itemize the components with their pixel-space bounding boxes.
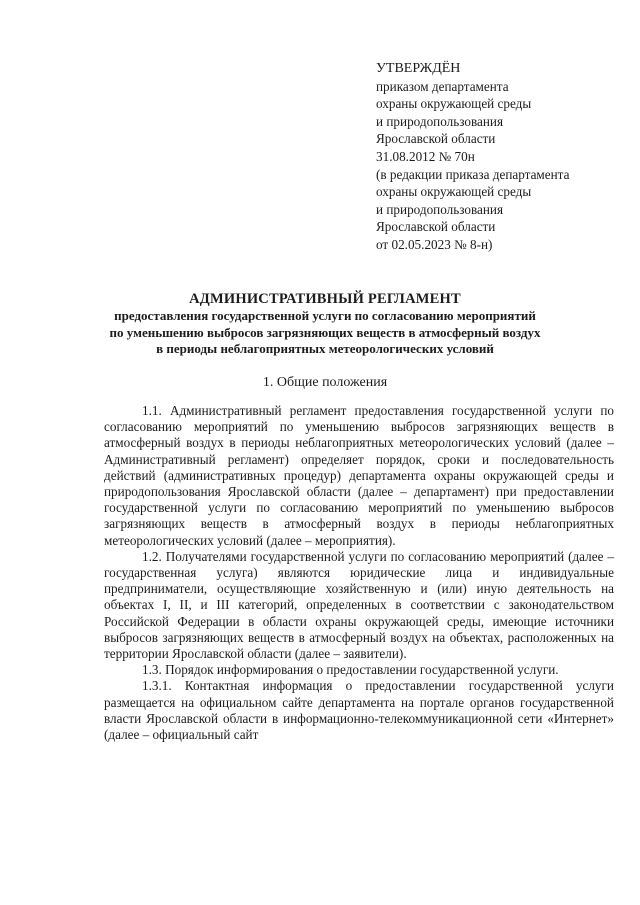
approval-stamp (376, 60, 626, 254)
approval-line: приказом департамента (376, 78, 509, 94)
approval-line: 31.08.2012 № 70н (376, 148, 475, 164)
approval-line: (в редакции приказа департамента (376, 166, 570, 182)
approval-line: Ярославской области (376, 219, 496, 235)
approval-line: охраны окружающей среды (376, 184, 532, 200)
paragraph: 1.3.1. Контактная информация о предоставлении государственной услуги размещается на официальном сайте департамента на портале органов государственной власти Ярославской области в информационно-телекоммуникационной сети «Интернет» (далее – официальный сайт (104, 678, 614, 743)
approval-line: и природопользования (376, 113, 504, 129)
document-body (104, 403, 614, 743)
paragraph: 1.3. Порядок информирования о предоставлении государственной услуги. (142, 662, 559, 678)
title-main: АДМИНИСТРАТИВНЫЙ РЕГЛАМЕНТ (189, 291, 461, 307)
approval-line: от 02.05.2023 № 8-н) (376, 236, 493, 252)
document-title (90, 290, 560, 358)
paragraph: 1.1. Административный регламент предоставления государственной услуги по согласованию мероприятий по уменьшению выбросов загрязняющих веществ в атмосферный воздух в периоды неблагоприятных метеорологических условий (далее – Административный регламент) определяет порядок, сроки и последовательность действий (административных процедур) департамента охраны окружающей среды и природопользования Ярославской области (далее – департамент) при предоставлении государственной услуги по согласованию мероприятий по уменьшению выбросов загрязняющих веществ в атмосферный воздух в периоды неблагоприятных метеорологических условий (далее – мероприятия). (104, 403, 614, 548)
title-sub-line: предоставления государственной услуги по согласованию мероприятий (114, 308, 536, 323)
approval-line: Ярославской области (376, 131, 496, 147)
approval-heading: УТВЕРЖДЁН (376, 61, 461, 76)
section-heading: 1. Общие положения (262, 375, 388, 390)
title-sub-line: в периоды неблагоприятных метеорологических условий (156, 341, 494, 356)
approval-line: охраны окружающей среды (376, 96, 532, 112)
approval-line: и природопользования (376, 201, 504, 217)
paragraph: 1.2. Получателями государственной услуги по согласованию мероприятий (далее – государственная услуга) являются юридические лица и индивидуальные предприниматели, осуществляющие хозяйственную и (или) иную деятельность на объектах I, II, и III категорий, определенных в соответствии с законодательством Российской Федерации в области охраны окружающей среды, имеющие источники выбросов загрязняющих веществ в атмосферный воздух на объектах, расположенных на территории Ярославской области (далее – заявители). (104, 548, 614, 662)
title-sub-line: по уменьшению выбросов загрязняющих веществ в атмосферный воздух (109, 324, 541, 340)
